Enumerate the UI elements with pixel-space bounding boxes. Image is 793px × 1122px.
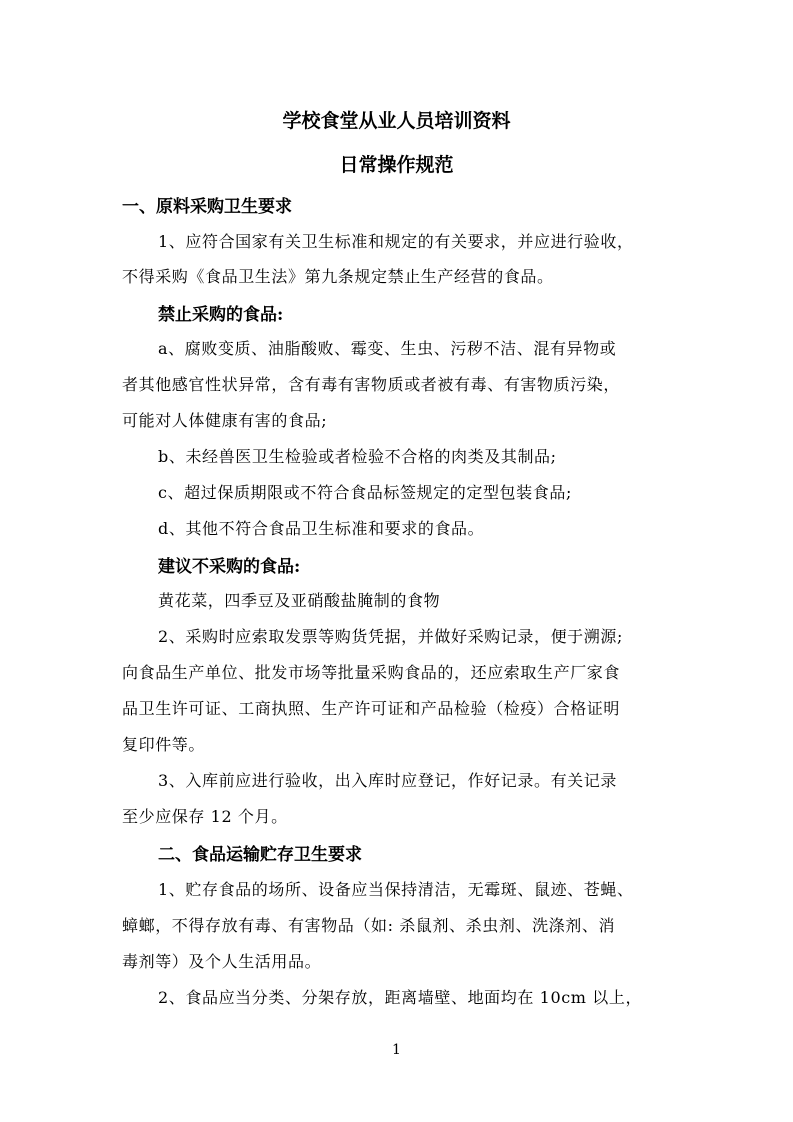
document-title: 学校食堂从业人员培训资料 [282, 110, 511, 132]
paragraph-line: 者其他感官性状异常，含有毒有害物质或者被有毒、有害物质污染， [122, 375, 621, 394]
paragraph-line: 至少应保存 12 个月。 [122, 807, 288, 826]
subheading-forbidden: 禁止采购的食品: [158, 305, 284, 325]
paragraph-line: 2、采购时应索取发票等购货凭据，并做好采购记录，便于溯源; [158, 627, 623, 646]
paragraph-line: 3、入库前应进行验收，出入库时应登记，作好记录。有关记录 [158, 771, 617, 790]
paragraph-line: 品卫生许可证、工商执照、生产许可证和产品检验（检疫）合格证明 [122, 699, 621, 718]
paragraph-line: 可能对人体健康有害的食品; [122, 411, 328, 430]
subheading-suggested: 建议不采购的食品: [158, 557, 301, 577]
section-heading-2: 二、食品运输贮存卫生要求 [158, 845, 362, 865]
paragraph-line: 黄花菜，四季豆及亚硝酸盐腌制的食物 [158, 591, 441, 610]
paragraph-line: c、超过保质期限或不符合食品标签规定的定型包装食品; [158, 483, 572, 502]
paragraph-line: a、腐败变质、油脂酸败、霉变、生虫、污秽不洁、混有异物或 [158, 339, 617, 358]
paragraph-line: 1、贮存食品的场所、设备应当保持清洁，无霉斑、鼠迹、苍蝇、 [158, 880, 634, 899]
paragraph-line: d、其他不符合食品卫生标准和要求的食品。 [158, 519, 485, 538]
paragraph-line: 不得采购《食品卫生法》第九条规定禁止生产经营的食品。 [122, 267, 554, 286]
paragraph-line: 2、食品应当分类、分架存放，距离墙壁、地面均在 10cm 以上， [158, 988, 643, 1007]
paragraph-line: 向食品生产单位、批发市场等批量采购食品的，还应索取生产厂家食 [122, 663, 621, 682]
paragraph-line: 毒剂等）及个人生活用品。 [122, 952, 322, 971]
paragraph-line: b、未经兽医卫生检验或者检验不合格的肉类及其制品; [158, 447, 557, 466]
paragraph-line: 1、应符合国家有关卫生标准和规定的有关要求，并应进行验收， [158, 232, 634, 251]
section-heading-1: 一、原料采购卫生要求 [122, 197, 292, 217]
page-number: 1 [392, 1042, 401, 1058]
document-subtitle: 日常操作规范 [339, 154, 454, 176]
paragraph-line: 复印件等。 [122, 735, 206, 754]
paragraph-line: 蟑螂，不得存放有毒、有害物品（如: 杀鼠剂、杀虫剂、洗涤剂、消 [122, 916, 616, 935]
